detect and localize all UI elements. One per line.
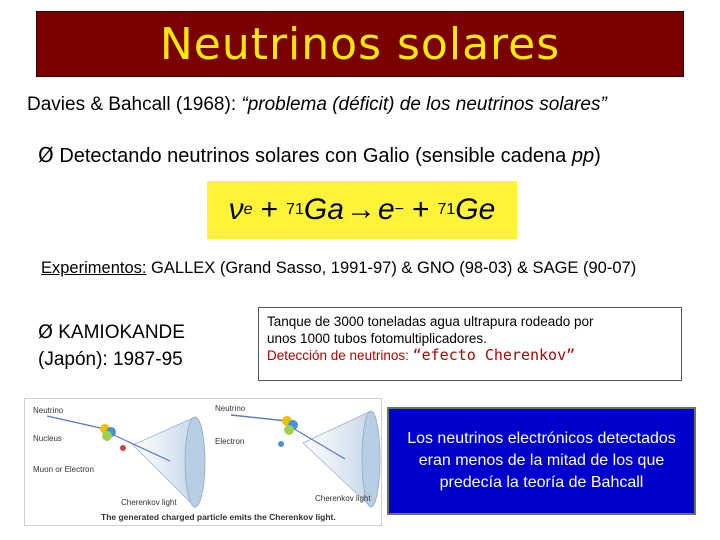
title-banner	[36, 11, 684, 77]
experiments-line	[41, 259, 636, 278]
galio-text: Detectando neutrinos solares con Galio (sensible cadena	[59, 145, 572, 167]
figure-caption: The generated charged particle emits the Cherenkov light.	[101, 512, 336, 522]
left-neutrino-track	[47, 416, 105, 429]
formula-ga-mass: 71	[286, 201, 304, 218]
right-nucleus-particle	[284, 425, 294, 435]
galio-close: )	[594, 145, 601, 167]
kamiokande-dates: (Japón): 1987-95	[38, 349, 183, 370]
formula-electron: e	[377, 193, 395, 226]
intro-prefix: Davies & Bahcall (1968):	[27, 94, 242, 115]
cherenkov-diagram-svg	[25, 399, 381, 525]
kamiokande-bullet	[38, 319, 185, 373]
intro-quote: “problema (déficit) de los neutrinos solares”	[241, 94, 607, 115]
electron-label: Electron	[215, 437, 245, 446]
intro-line	[27, 94, 607, 116]
tank-line-2: unos 1000 tubos fotomultiplicadores.	[267, 331, 487, 346]
right-cone-base	[362, 411, 380, 507]
experiments-text: GALLEX (Grand Sasso, 1991-97) & GNO (98-03) & SAGE (90-07)	[146, 259, 637, 277]
page-title: Neutrinos solares	[159, 18, 561, 70]
muon-dot	[120, 445, 126, 451]
experiments-label: Experimentos:	[41, 259, 147, 277]
left-cone-base	[185, 417, 205, 507]
tank-line-1: Tanque de 3000 toneladas agua ultrapura rodeado por	[267, 314, 594, 329]
left-light-label: Cherenkov light	[121, 498, 177, 507]
formula-plus-1: +	[260, 193, 279, 226]
reaction-formula	[207, 181, 517, 239]
formula-ge: Ge	[455, 193, 496, 226]
formula-arrow: →	[345, 193, 376, 226]
tank-description	[258, 307, 682, 381]
left-neutrino-label: Neutrino	[33, 406, 64, 415]
kamiokande-name: KAMIOKANDE	[58, 322, 185, 343]
formula-electron-sup: −	[394, 201, 404, 218]
nucleus-particle	[102, 431, 112, 441]
formula-plus-2: +	[411, 193, 430, 226]
galio-pp: pp	[571, 145, 595, 167]
formula-nu: ν	[228, 193, 244, 226]
formula-ge-mass: 71	[437, 201, 456, 218]
galio-bullet	[38, 143, 601, 168]
conclusion-box	[387, 407, 696, 515]
arrow-bullet-icon: Ø	[38, 321, 53, 343]
cherenkov-diagram	[24, 398, 382, 526]
muon-label: Muon or Electron	[33, 465, 94, 474]
electron-dot	[278, 441, 284, 447]
right-neutrino-track	[231, 415, 287, 421]
right-cherenkov-cone	[303, 411, 371, 507]
detection-label: Detección de neutrinos:	[267, 348, 413, 363]
formula-ga: Ga	[303, 193, 344, 226]
right-light-label: Cherenkov light	[315, 494, 371, 503]
arrow-bullet-icon: Ø	[38, 143, 54, 167]
conclusion-text: Los neutrinos electrónicos detectados eran menos de la mitad de los que predecía la teoría de Bahcall	[407, 430, 676, 491]
right-neutrino-label: Neutrino	[215, 404, 246, 413]
nucleus-label: Nucleus	[33, 434, 62, 443]
formula-nu-sub: e	[243, 201, 253, 218]
cherenkov-effect: “efecto Cherenkov”	[412, 346, 576, 364]
